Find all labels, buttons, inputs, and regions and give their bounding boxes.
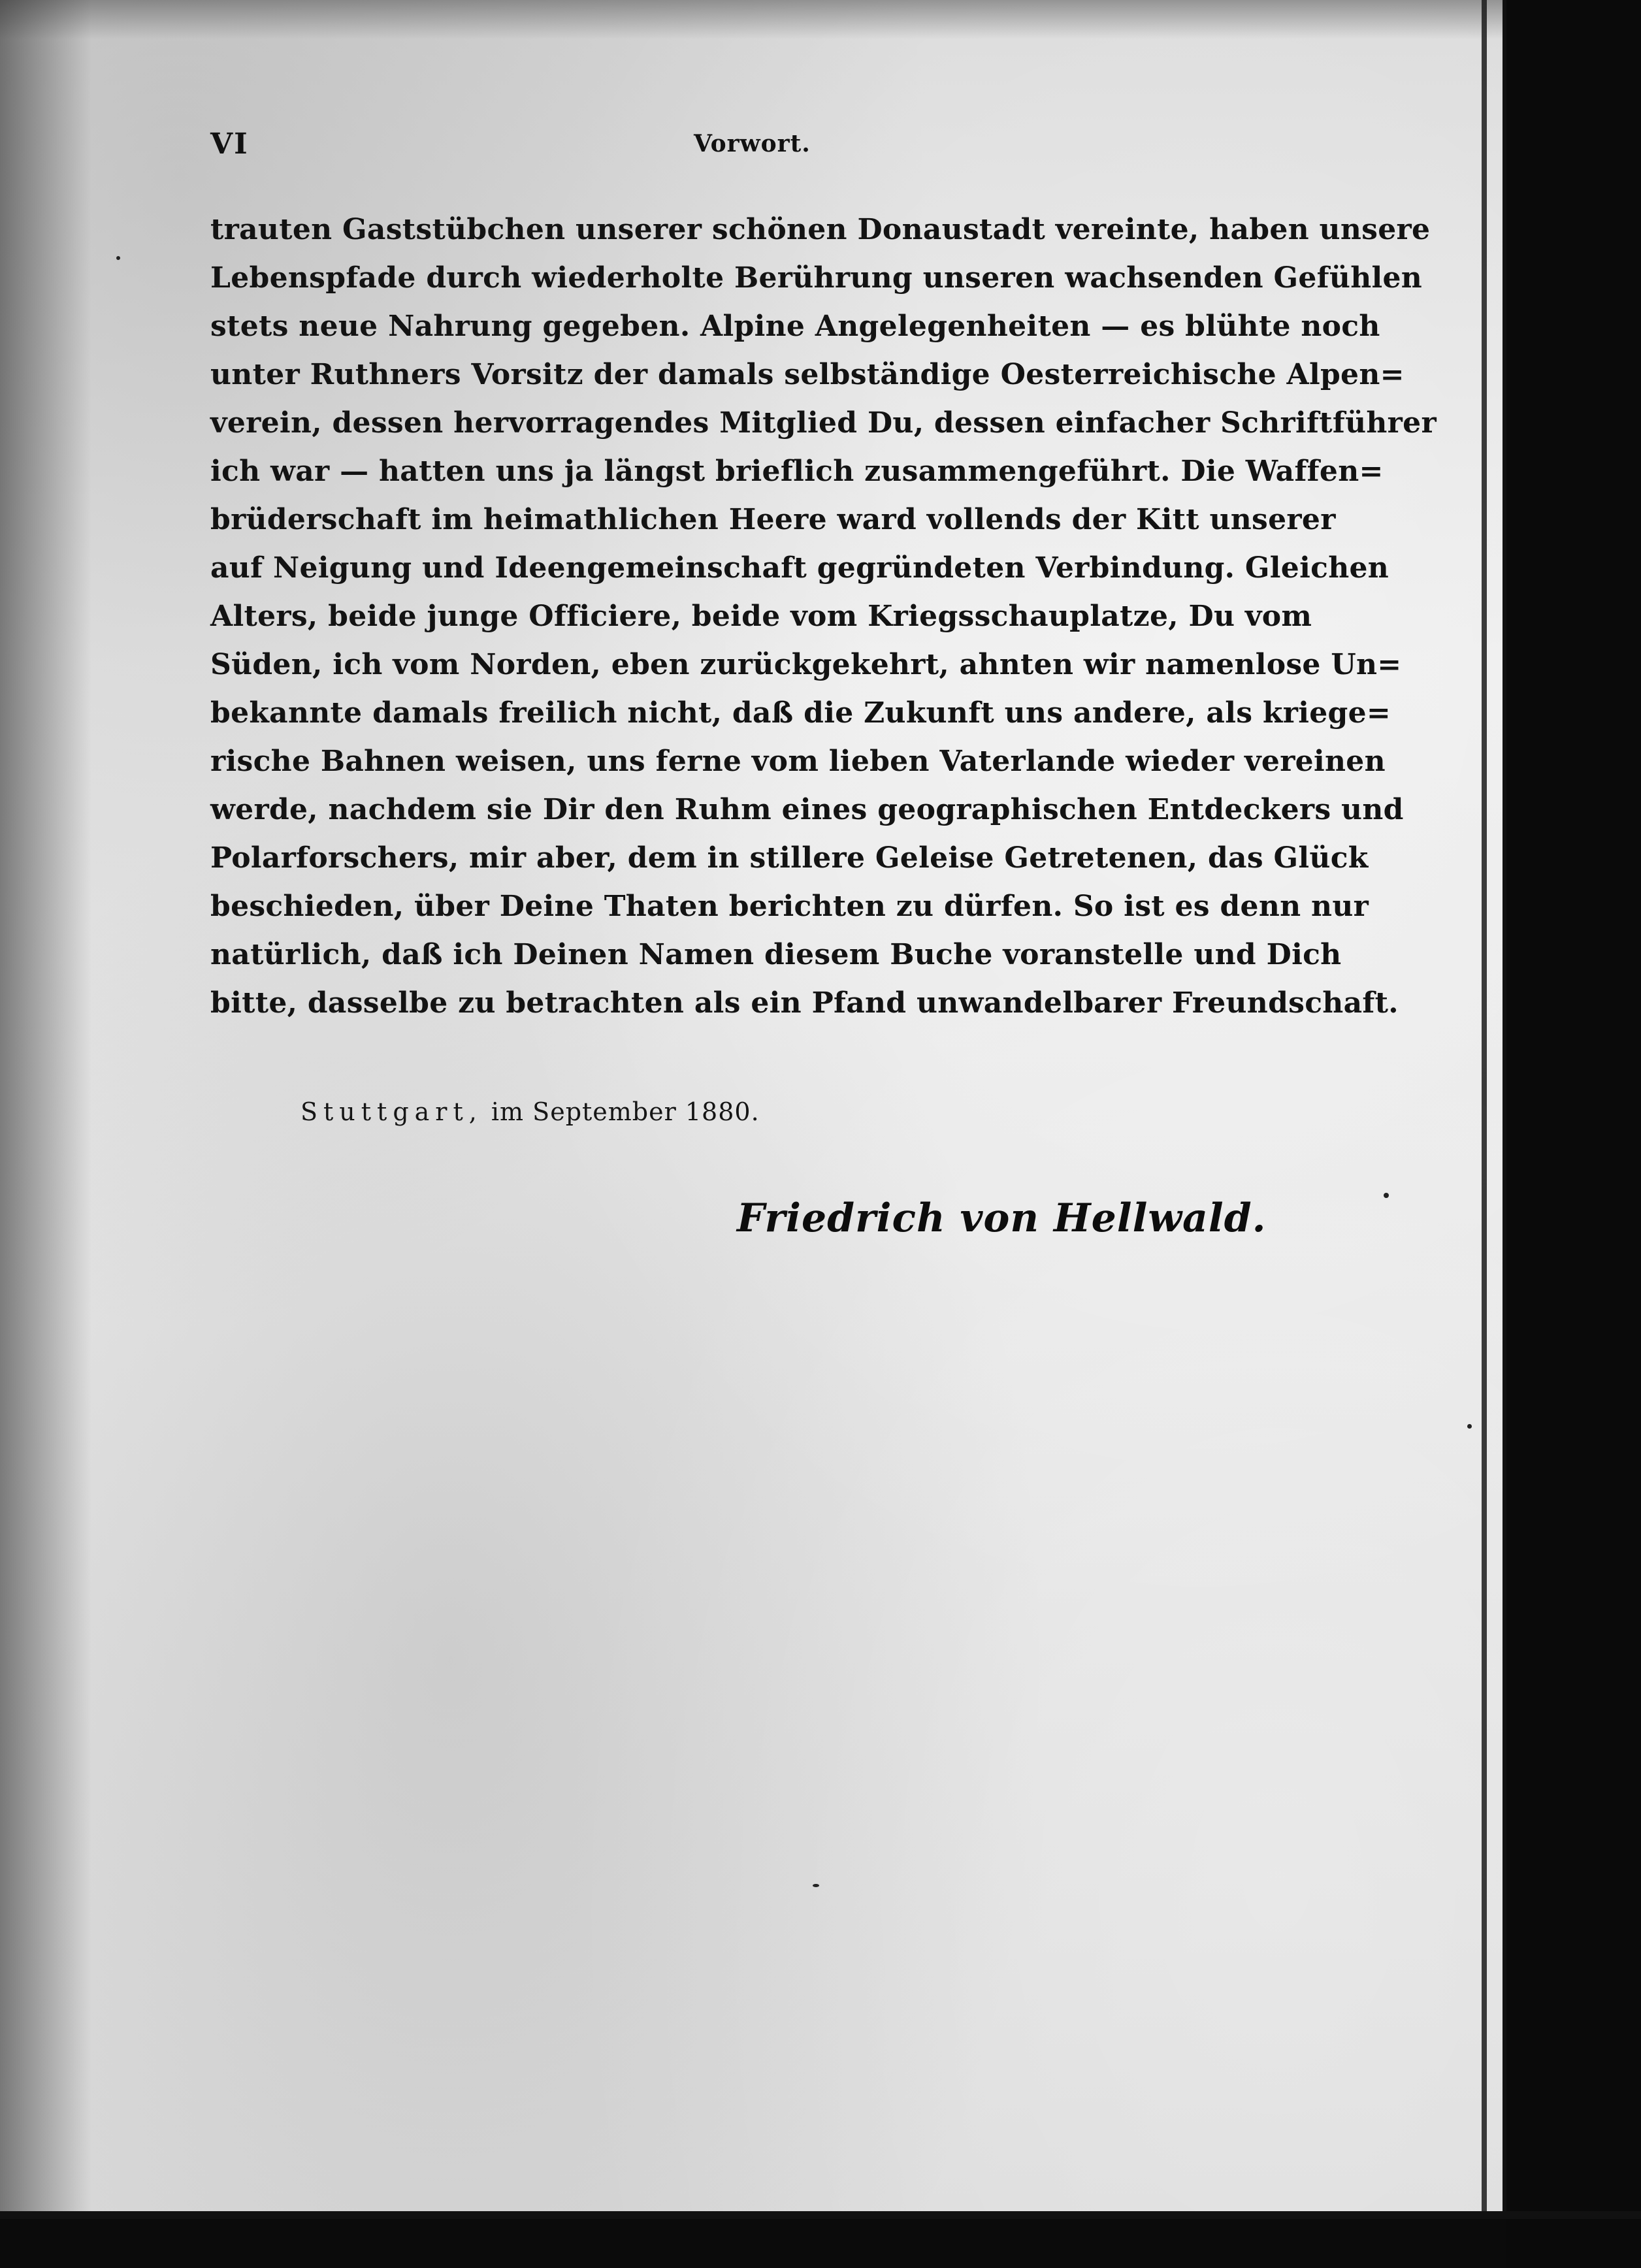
- dateline: [301, 1097, 760, 1126]
- text-line: Alters, beide junge Officiere, beide vom Kriegsschauplatze, Du vom: [210, 600, 1312, 633]
- text-line: werde, nachdem sie Dir den Ruhm eines geographischen Entdeckers und: [210, 793, 1404, 826]
- text-line: ich war — hatten uns ja längst brieflich zusammengeführt. Die Waffen=: [210, 455, 1384, 488]
- text-line: Lebenspfade durch wiederholte Berührung unseren wachsenden Gefühlen: [210, 261, 1423, 295]
- text-line: natürlich, daß ich Deinen Namen diesem Buche voranstelle und Dich: [210, 938, 1342, 971]
- scan-border-bottom: [0, 2211, 1641, 2219]
- scan-shadow-top: [0, 0, 1503, 39]
- page-fold-edge: [1482, 0, 1487, 2214]
- text-line: rische Bahnen weisen, uns ferne vom lieben Vaterlande wieder vereinen: [210, 745, 1386, 778]
- dateline-date: im September 1880.: [491, 1097, 760, 1126]
- author-signature: Friedrich von Hellwald.: [737, 1195, 1267, 1241]
- running-title: Vorwort.: [694, 130, 811, 157]
- ink-speck: [116, 256, 120, 260]
- page-header: [210, 127, 1269, 167]
- body-text: [210, 206, 1437, 1028]
- ink-speck: [813, 1884, 819, 1887]
- text-line: Polarforschers, mir aber, dem in stillere Geleise Getretenen, das Glück: [210, 841, 1369, 875]
- text-line: bitte, dasselbe zu betrachten als ein Pfand unwandelbarer Freundschaft.: [210, 986, 1399, 1020]
- text-line: trauten Gaststübchen unserer schönen Donaustadt vereinte, haben unsere: [210, 213, 1431, 246]
- ink-speck: [1384, 1193, 1389, 1198]
- text-line: brüderschaft im heimathlichen Heere ward vollends der Kitt unserer: [210, 503, 1336, 536]
- text-line: stets neue Nahrung gegeben. Alpine Angelegenheiten — es blühte noch: [210, 310, 1380, 343]
- dateline-place: Stuttgart,: [301, 1097, 483, 1126]
- scan-shadow-left: [0, 0, 91, 2214]
- text-line: bekannte damals freilich nicht, daß die Zukunft uns andere, als kriege=: [210, 696, 1391, 730]
- text-line: beschieden, über Deine Thaten berichten zu dürfen. So ist es denn nur: [210, 890, 1369, 923]
- text-line: unter Ruthners Vorsitz der damals selbständige Oesterreichische Alpen=: [210, 358, 1405, 391]
- text-line: auf Neigung und Ideengemeinschaft gegründeten Verbindung. Gleichen: [210, 551, 1389, 585]
- page-number: VI: [210, 127, 249, 161]
- text-line: Süden, ich vom Norden, eben zurückgekehrt, ahnten wir namenlose Un=: [210, 648, 1402, 681]
- scan-border-right: [1506, 0, 1641, 2268]
- text-line: verein, dessen hervorragendes Mitglied Du, dessen einfacher Schriftführer: [210, 406, 1437, 440]
- ink-speck: [1467, 1424, 1472, 1429]
